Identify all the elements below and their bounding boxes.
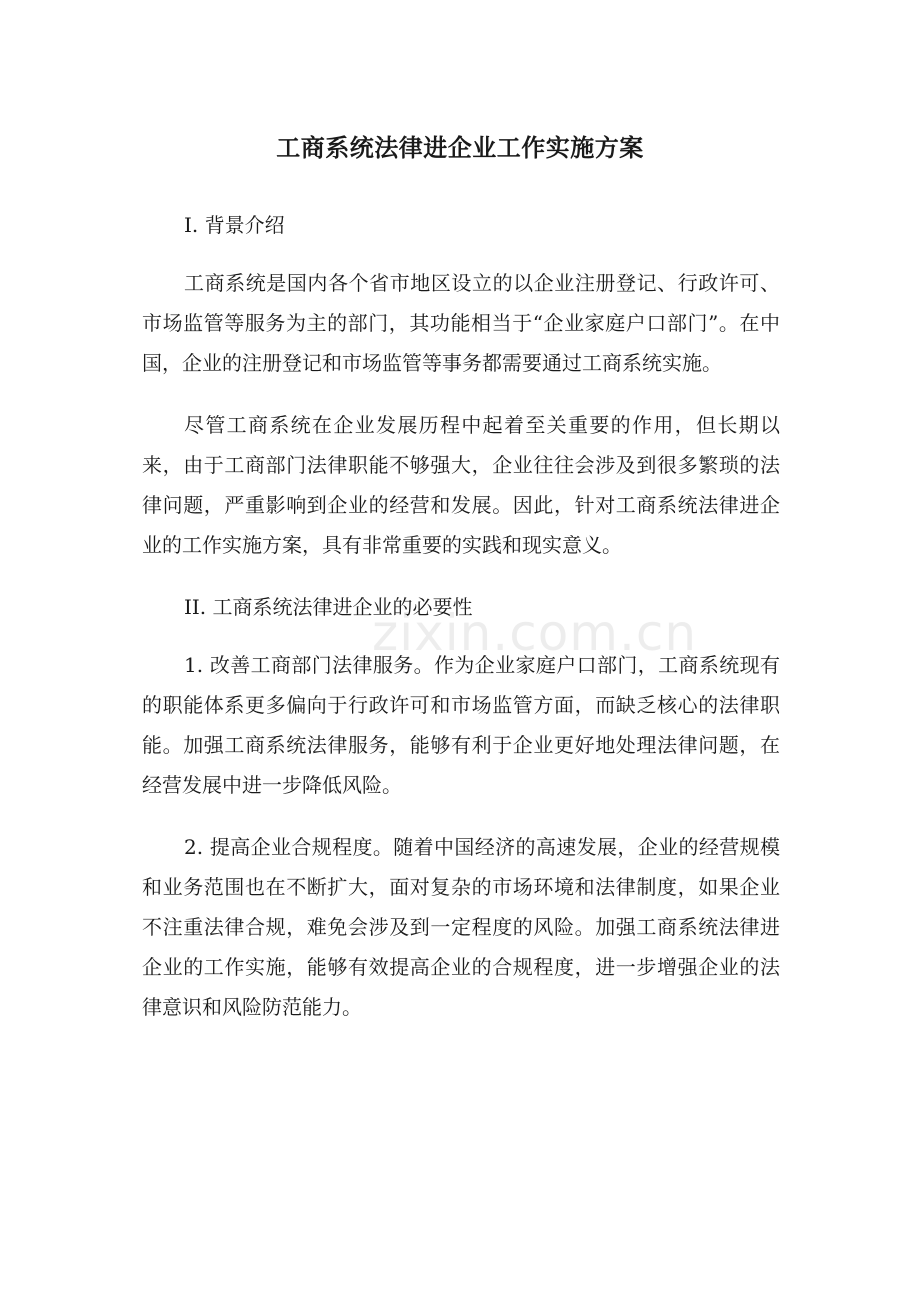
paragraph-necessity-2: 2. 提高企业合规程度。随着中国经济的高速发展，企业的经营规模和业务范围也在不断扩大，面对复杂的市场环境和法律制度，如果企业不注重法律合规，难免会涉及到一定程度的风险。加强工商系统法律进企业的工作实施，能够有效提高企业的合规程度，进一步增强企业的法律意识和风险防范能力。 — [142, 835, 780, 1019]
section-heading-necessity: II. 工商系统法律进企业的必要性 — [184, 595, 473, 619]
paragraph-necessity-1: 1. 改善工商部门法律服务。作为企业家庭户口部门，工商系统现有的职能体系更多偏向于行政许可和市场监管方面，而缺乏核心的法律职能。加强工商系统法律服务，能够有利于企业更好地处理法律问题，在经营发展中进一步降低风险。 — [142, 653, 780, 797]
paragraph-background-2: 尽管工商系统在企业发展历程中起着至关重要的作用，但长期以来，由于工商部门法律职能不够强大，企业往往会涉及到很多繁琐的法律问题，严重影响到企业的经营和发展。因此，针对工商系统法律进企业的工作实施方案，具有非常重要的实践和现实意义。 — [142, 413, 780, 557]
document-title: 工商系统法律进企业工作实施方案 — [276, 134, 644, 162]
section-heading-background: I. 背景介绍 — [184, 213, 285, 237]
paragraph-background-1: 工商系统是国内各个省市地区设立的以企业注册登记、行政许可、市场监管等服务为主的部门，其功能相当于“企业家庭户口部门”。在中国，企业的注册登记和市场监管等事务都需要通过工商系统实施。 — [142, 271, 780, 375]
watermark-text: zixin.com.cn — [372, 604, 698, 662]
document-body — [142, 205, 780, 1049]
